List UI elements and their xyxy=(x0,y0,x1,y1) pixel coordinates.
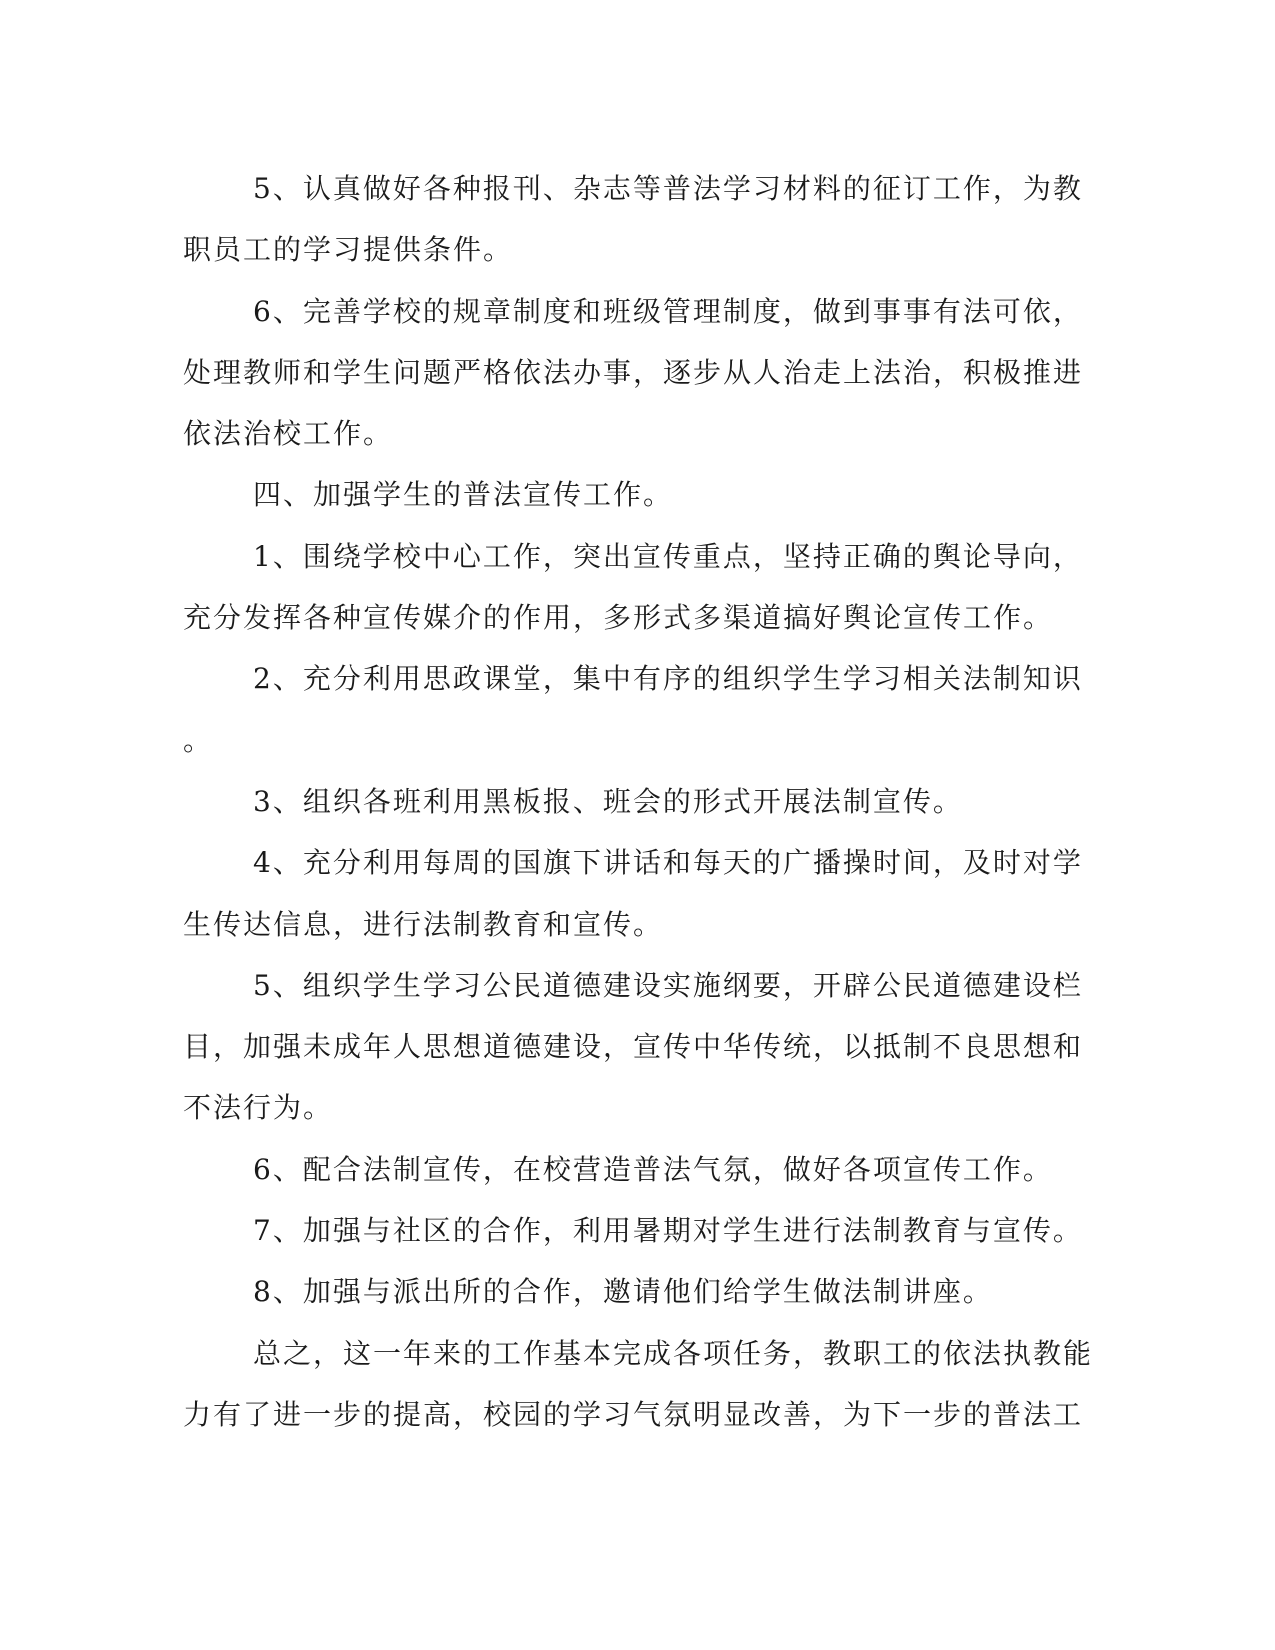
text-line: 2、充分利用思政课堂，集中有序的组织学生学习相关法制知识 xyxy=(253,662,1083,696)
text-line: 6、配合法制宣传，在校营造普法气氛，做好各项宣传工作。 xyxy=(253,1152,1053,1186)
text-line: 。 xyxy=(183,723,214,757)
text-line: 5、组织学生学习公民道德建设实施纲要，开辟公民道德建设栏 xyxy=(253,968,1083,1002)
text-line: 生传达信息，进行法制教育和宣传。 xyxy=(183,907,664,941)
text-line: 处理教师和学生问题严格依法办事，逐步从人治走上法治，积极推进 xyxy=(183,355,1084,389)
text-line: 5、认真做好各种报刊、杂志等普法学习材料的征订工作，为教 xyxy=(253,172,1083,205)
text-line: 7、加强与社区的合作，利用暑期对学生进行法制教育与宣传。 xyxy=(253,1214,1083,1248)
text-line: 职员工的学习提供条件。 xyxy=(183,233,514,267)
text-line: 力有了进一步的提高，校园的学习气氛明显改善，为下一步的普法工 xyxy=(183,1397,1084,1431)
text-line: 3、组织各班利用黑板报、班会的形式开展法制宣传。 xyxy=(253,784,963,818)
text-line: 4、充分利用每周的国旗下讲话和每天的广播操时间，及时对学 xyxy=(253,846,1083,880)
text-line: 四、加强学生的普法宣传工作。 xyxy=(253,478,674,512)
text-line: 总之，这一年来的工作基本完成各项任务，教职工的依法执教能 xyxy=(253,1336,1094,1370)
text-line: 1、围绕学校中心工作，突出宣传重点，坚持正确的舆论导向， xyxy=(253,539,1083,573)
document-body xyxy=(183,158,1094,1445)
text-line: 6、完善学校的规章制度和班级管理制度，做到事事有法可依， xyxy=(253,294,1083,328)
text-line: 依法治校工作。 xyxy=(183,417,394,451)
text-line: 8、加强与派出所的合作，邀请他们给学生做法制讲座。 xyxy=(253,1275,993,1309)
text-line: 不法行为。 xyxy=(183,1091,334,1125)
text-line: 目，加强未成年人思想道德建设，宣传中华传统，以抵制不良思想和 xyxy=(183,1030,1084,1064)
text-line: 充分发挥各种宣传媒介的作用，多形式多渠道搞好舆论宣传工作。 xyxy=(183,601,1054,635)
